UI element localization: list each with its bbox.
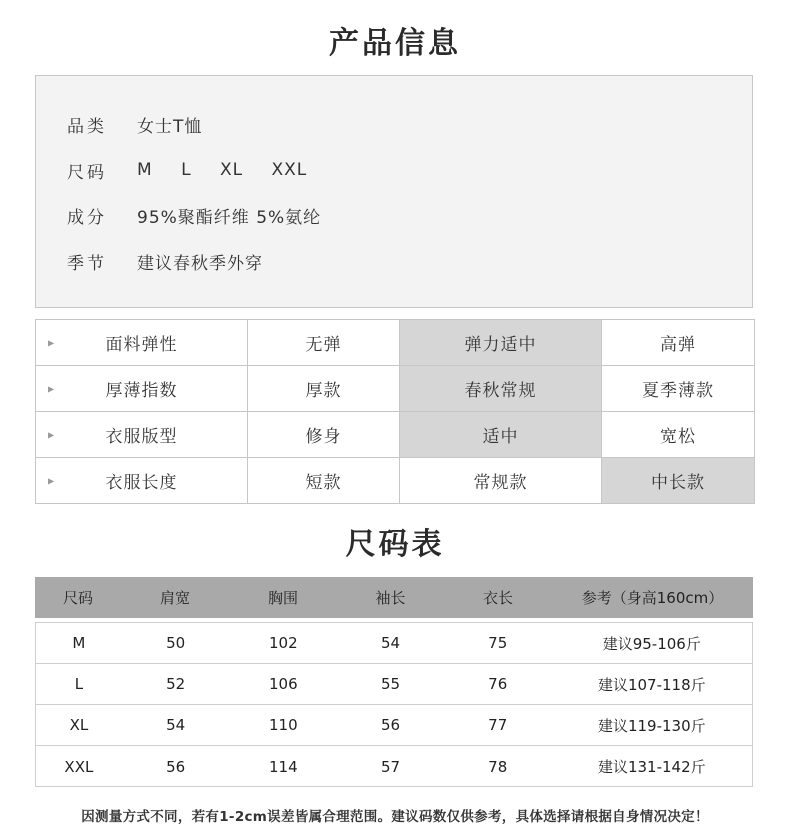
table-cell: 50 — [166, 634, 186, 652]
table-cell: 56 — [166, 757, 186, 776]
table-cell: 106 — [269, 675, 298, 693]
triangle-right-icon: ▶ — [48, 476, 56, 485]
attr-label-cell — [36, 320, 248, 366]
table-row — [36, 623, 752, 664]
table-row — [36, 664, 752, 705]
attr-row-thickness — [36, 366, 755, 412]
attr-row-elasticity — [36, 320, 755, 366]
attr-option-selected: 适中 — [400, 412, 602, 458]
attr-label: 衣服版型 — [105, 427, 178, 447]
size-option: XXL — [271, 160, 308, 180]
table-cell: M — [72, 634, 86, 652]
table-cell: XL — [69, 716, 89, 734]
table-cell: L — [74, 675, 84, 693]
attr-label: 厚薄指数 — [105, 381, 178, 401]
size-chart-body — [35, 622, 753, 787]
table-cell: 54 — [166, 716, 186, 734]
info-value: 建议春秋季外穿 — [137, 253, 263, 274]
info-label: 季节 — [67, 253, 107, 274]
table-cell: 建议131-142斤 — [597, 758, 706, 776]
table-cell: 76 — [488, 675, 508, 693]
attr-label-cell — [36, 458, 248, 504]
table-cell: 102 — [269, 634, 298, 652]
attr-label-cell — [36, 366, 248, 412]
attr-label: 面料弹性 — [105, 335, 178, 355]
table-cell: 77 — [488, 716, 508, 734]
table-row — [36, 746, 752, 787]
attr-option: 无弹 — [248, 320, 400, 366]
column-header: 肩宽 — [159, 589, 190, 607]
attr-option-selected: 春秋常规 — [400, 366, 602, 412]
attribute-table — [35, 319, 755, 504]
product-info-title: 产品信息 — [329, 26, 461, 61]
column-header: 尺码 — [62, 589, 93, 607]
attr-option: 常规款 — [400, 458, 602, 504]
column-header: 胸围 — [267, 589, 298, 607]
size-option: L — [181, 160, 192, 180]
attr-option: 夏季薄款 — [602, 366, 755, 412]
table-cell: 56 — [380, 716, 401, 734]
attr-row-length — [36, 458, 755, 504]
triangle-right-icon: ▶ — [48, 338, 56, 347]
attr-option: 短款 — [248, 458, 400, 504]
table-cell: 54 — [380, 634, 401, 652]
size-chart-title: 尺码表 — [345, 527, 445, 562]
table-cell: XXL — [64, 757, 94, 776]
table-cell: 114 — [269, 757, 298, 776]
size-option: XL — [219, 160, 244, 180]
info-row-material — [67, 202, 321, 228]
triangle-right-icon: ▶ — [48, 384, 56, 393]
table-cell: 建议119-130斤 — [597, 716, 706, 735]
footnote: 因测量方式不同，若有1-2cm误差皆属合理范围。建议码数仅供参考，具体选择请根据自身情况决定！ — [81, 809, 709, 825]
attr-option: 厚款 — [248, 366, 400, 412]
info-label: 尺码 — [67, 162, 107, 183]
info-label: 成分 — [67, 207, 107, 228]
table-cell: 110 — [269, 716, 298, 734]
attr-option-selected: 弹力适中 — [400, 320, 602, 366]
table-cell: 建议95-106斤 — [602, 634, 701, 653]
triangle-right-icon: ▶ — [48, 430, 56, 439]
table-row — [36, 705, 752, 746]
info-row-season — [67, 248, 263, 274]
table-cell: 52 — [166, 675, 186, 693]
info-row-sizes — [67, 157, 329, 183]
info-value: 女士T恤 — [137, 116, 203, 137]
attr-option: 高弹 — [602, 320, 755, 366]
attr-label-cell — [36, 412, 248, 458]
column-header: 袖长 — [375, 589, 406, 607]
info-label: 品类 — [67, 116, 107, 137]
attr-row-fit — [36, 412, 755, 458]
attr-option: 宽松 — [602, 412, 755, 458]
info-size-list — [137, 160, 329, 180]
attr-option: 修身 — [248, 412, 400, 458]
size-chart-header — [35, 577, 753, 618]
attr-label: 衣服长度 — [105, 473, 178, 493]
product-info-box — [35, 75, 753, 308]
table-cell: 57 — [380, 757, 401, 776]
info-row-category — [67, 111, 202, 137]
table-cell: 55 — [380, 675, 401, 693]
info-value: 95%聚酯纤维 5%氨纶 — [137, 207, 322, 228]
table-cell: 建议107-118斤 — [597, 675, 706, 694]
table-cell: 78 — [488, 757, 508, 776]
attr-option-selected: 中长款 — [602, 458, 755, 504]
table-cell: 75 — [488, 634, 508, 652]
column-header: 参考（身高160cm） — [581, 589, 724, 607]
size-option: M — [137, 160, 153, 180]
column-header: 衣长 — [482, 589, 513, 607]
